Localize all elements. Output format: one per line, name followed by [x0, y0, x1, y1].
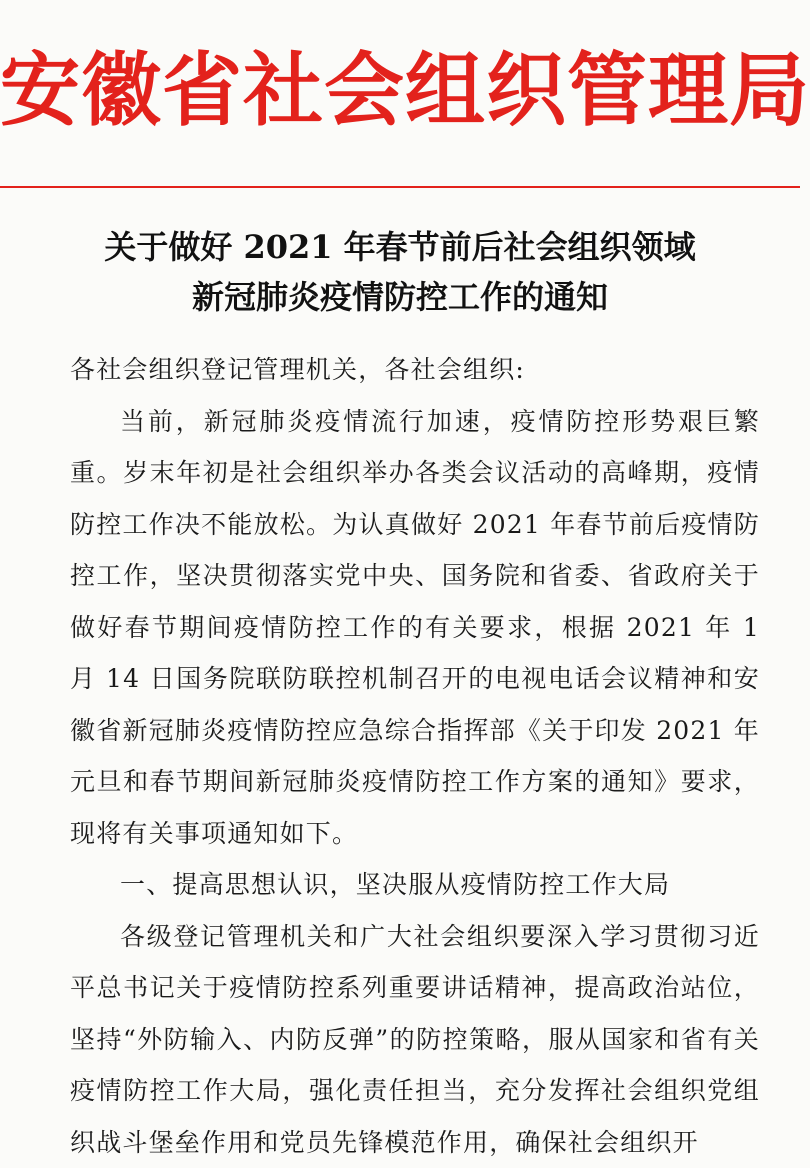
- paragraph-intro: 当前，新冠肺炎疫情流行加速，疫情防控形势艰巨繁重。岁末年初是社会组织举办各类会议活动的高峰期，疫情防控工作决不能放松。为认真做好 2021 年春节前后疫情防控工作，坚决贯彻落实党中央、国务院和省委、省政府关于做好春节期间疫情防控工作的有关要求，根据 2021 年 1 月 14 日国务院联防联控机制召开的电视电话会议精神和安徽省新冠肺炎疫情防控应急综合指挥部《关于印发 2021 年元旦和春节期间新冠肺炎疫情防控工作方案的通知》要求，现将有关事项通知如下。: [70, 396, 760, 860]
- title-line-2: 新冠肺炎疫情防控工作的通知: [0, 272, 800, 322]
- organization-header: 安徽省社会组织管理局: [0, 40, 800, 140]
- section-heading-1: 一、提高思想认识，坚决服从疫情防控工作大局: [70, 859, 760, 911]
- salutation: 各社会组织登记管理机关，各社会组织:: [70, 344, 760, 396]
- paragraph-section-1: 各级登记管理机关和广大社会组织要深入学习贯彻习近平总书记关于疫情防控系列重要讲话精神，提高政治站位，坚持“外防输入、内防反弹”的防控策略，服从国家和省有关疫情防控工作大局，强化责任担当，充分发挥社会组织党组织战斗堡垒作用和党员先锋模范作用，确保社会组织开: [70, 911, 760, 1168]
- title-line-1: 关于做好 2021 年春节前后社会组织领域: [0, 222, 800, 272]
- document-body: [70, 344, 760, 1168]
- red-divider-line: [0, 186, 800, 188]
- document-title: [0, 222, 800, 322]
